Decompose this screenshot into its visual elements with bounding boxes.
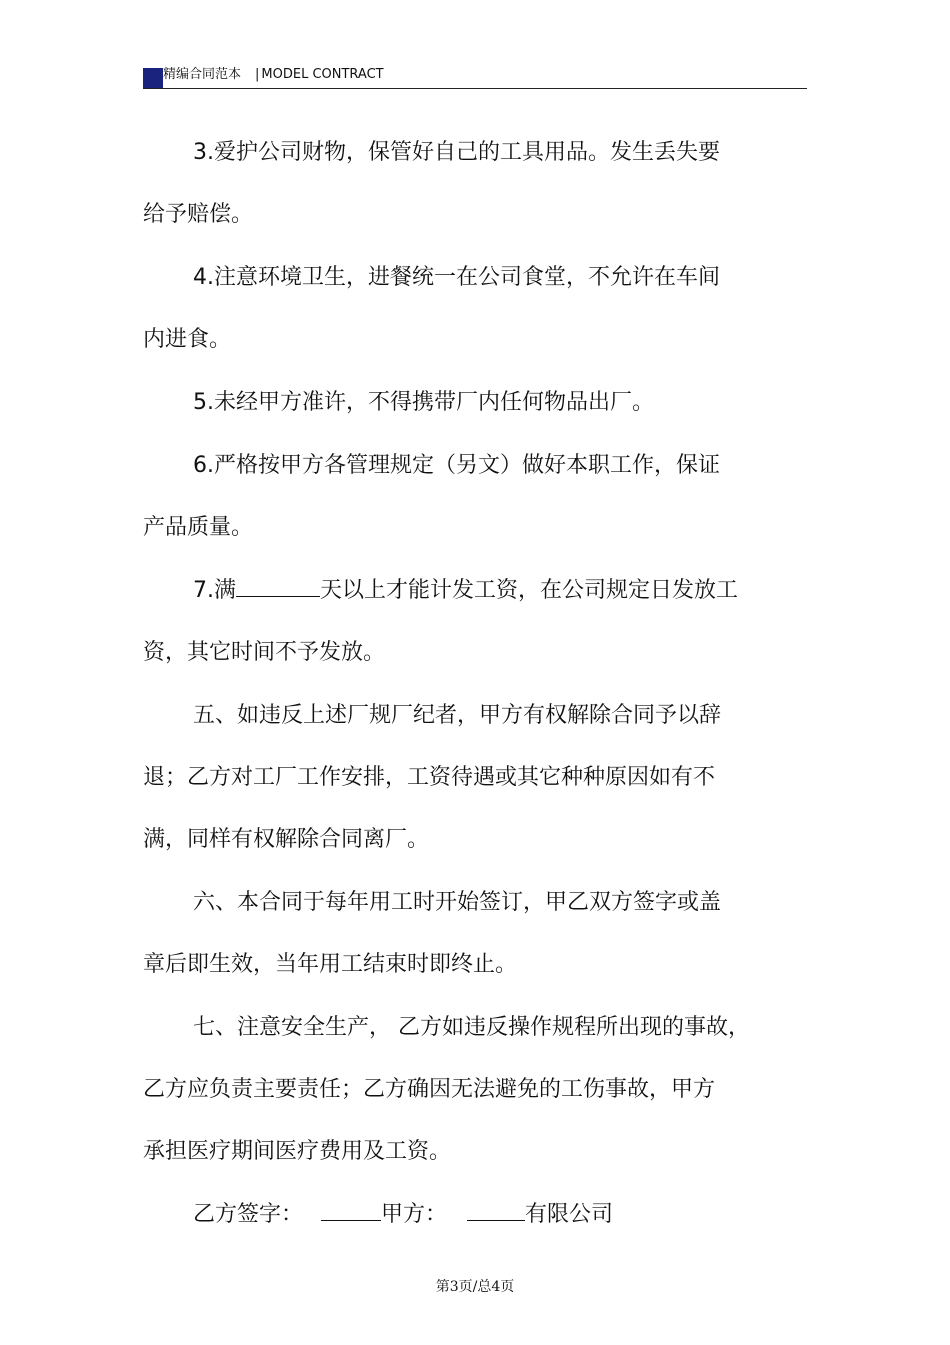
- article-6-line-1: 六、本合同于每年用工时开始签订，甲乙双方签字或盖: [193, 890, 722, 915]
- clause-6-line-2: 产品质量。: [143, 515, 254, 540]
- clause-4-line-1: 4.注意环境卫生，进餐统一在公司食堂，不允许在车间: [193, 265, 720, 290]
- party-a-company-blank: [467, 1200, 525, 1221]
- header-separator: |: [255, 67, 260, 82]
- clause-3-line-2: 给予赔偿。: [143, 202, 254, 227]
- header-subtitle: MODEL CONTRACT: [261, 67, 384, 82]
- days-blank-field: [236, 576, 320, 597]
- article-7-line-3: 承担医疗期间医疗费用及工资。: [143, 1139, 452, 1164]
- clause-7-suffix: 天以上才能计发工资，在公司规定日发放工: [320, 578, 739, 603]
- company-suffix: 有限公司: [525, 1202, 614, 1227]
- clause-3-line-1: 3.爱护公司财物，保管好自己的工具用品。发生丢失要: [193, 140, 720, 165]
- article-7-line-1: 七、注意安全生产， 乙方如违反操作规程所出现的事故，: [193, 1015, 750, 1040]
- party-b-signature-label: 乙方签字：: [193, 1202, 304, 1227]
- page-header: [143, 62, 807, 90]
- clause-7-prefix: 7.满: [193, 578, 236, 603]
- party-a-label: 甲方：: [381, 1202, 448, 1227]
- article-5-line-1: 五、如违反上述厂规厂纪者，甲方有权解除合同予以辞: [193, 703, 722, 728]
- article-5-line-3: 满，同样有权解除合同离厂。: [143, 827, 430, 852]
- logo-square-icon: [143, 68, 163, 88]
- header-title: 精编合同范本: [163, 67, 242, 82]
- clause-7-line-1: [143, 560, 833, 622]
- clause-5-line-1: 5.未经甲方准许，不得携带厂内任何物品出厂。: [193, 390, 654, 415]
- clause-4-line-2: 内进食。: [143, 327, 232, 352]
- header-text: [163, 66, 384, 84]
- signature-line: [143, 1184, 833, 1246]
- article-5-line-2: 退；乙方对工厂工作安排，工资待遇或其它种种原因如有不: [143, 765, 716, 790]
- article-6-line-2: 章后即生效，当年用工结束时即终止。: [143, 952, 518, 977]
- header-divider: [143, 88, 807, 89]
- article-7-line-2: 乙方应负责主要责任；乙方确因无法避免的工伤事故，甲方: [143, 1077, 716, 1102]
- clause-6-line-1: 6.严格按甲方各管理规定（另文）做好本职工作，保证: [193, 453, 720, 478]
- page-number: 第3页/总4页: [435, 1279, 515, 1295]
- clause-7-line-2: 资，其它时间不予发放。: [143, 640, 386, 665]
- party-b-signature-blank: [321, 1200, 381, 1221]
